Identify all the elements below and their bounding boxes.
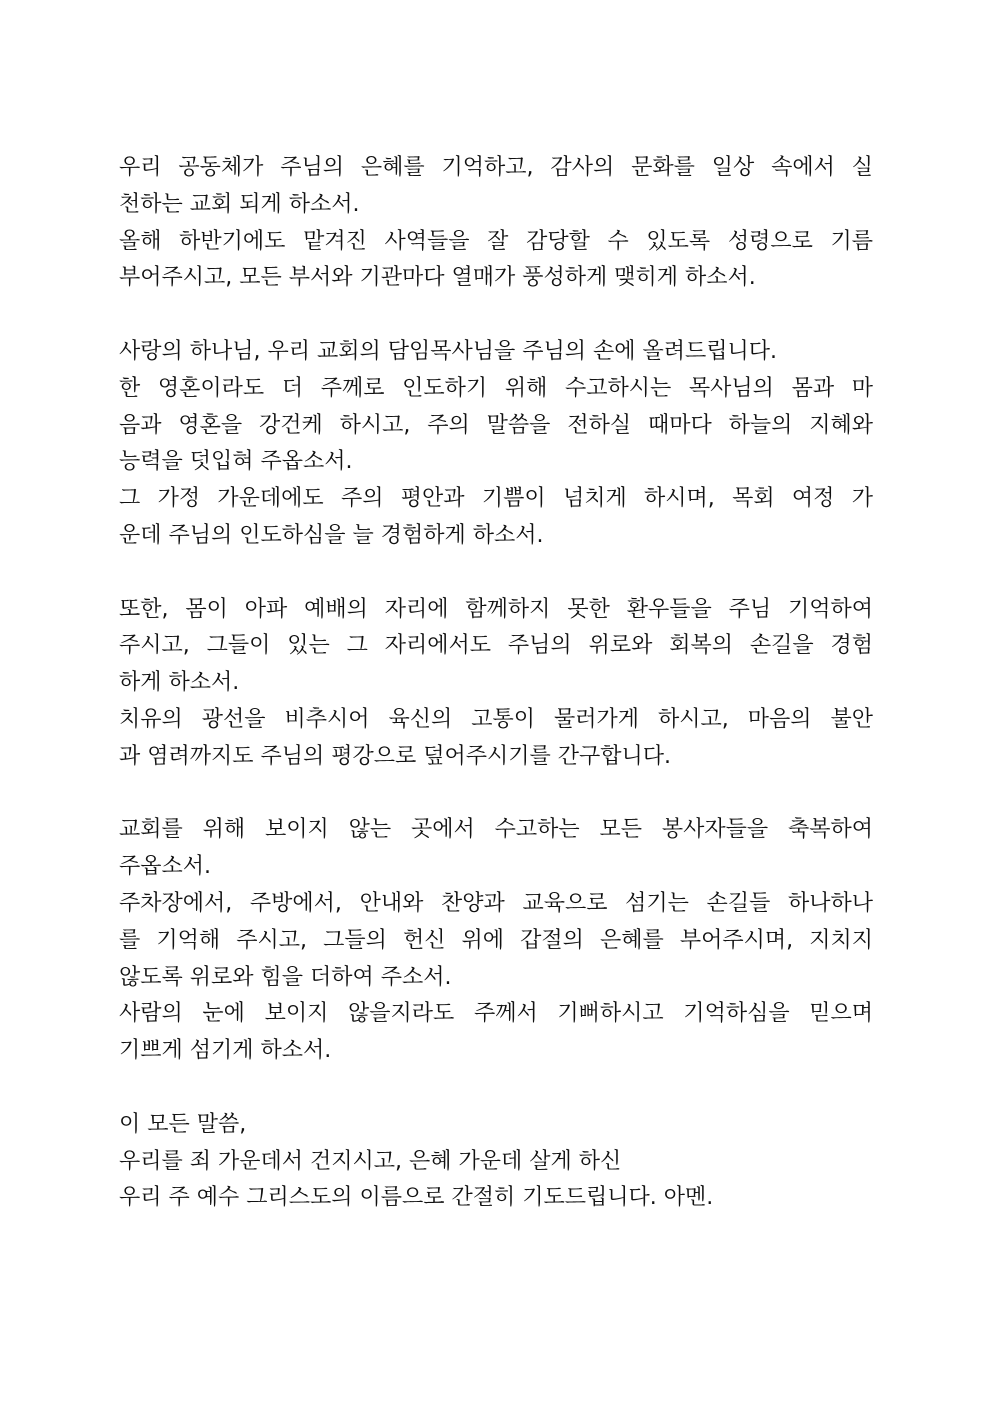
paragraph-community	[119, 150, 873, 297]
paragraph-spacer	[119, 555, 873, 592]
paragraph-spacer	[119, 297, 873, 334]
text-line: 부어주시고, 모든 부서와 기관마다 열매가 풍성하게 맺히게 하소서.	[119, 265, 756, 291]
text-line: 를 기억해 주시고, 그들의 헌신 위에 갑절의 은혜를 부어주시며, 지치지	[119, 927, 873, 953]
text-line: 또한, 몸이 아파 예배의 자리에 함께하지 못한 환우들을 주님 기억하여	[119, 596, 873, 622]
paragraph-patients	[119, 592, 873, 776]
text-line: 우리를 죄 가운데서 건지시고, 은혜 가운데 살게 하신	[119, 1148, 622, 1174]
text-line: 음과 영혼을 강건케 하시고, 주의 말씀을 전하실 때마다 하늘의 지혜와	[119, 412, 873, 438]
paragraph-spacer	[119, 1070, 873, 1107]
prayer-text-body	[119, 150, 873, 1217]
paragraph-spacer	[119, 776, 873, 813]
text-line: 운데 주님의 인도하심을 늘 경험하게 하소서.	[119, 522, 544, 548]
text-line: 그 가정 가운데에도 주의 평안과 기쁨이 넘치게 하시며, 목회 여정 가	[119, 486, 873, 512]
text-line: 않도록 위로와 힘을 더하여 주소서.	[119, 964, 452, 990]
text-line: 주차장에서, 주방에서, 안내와 찬양과 교육으로 섬기는 손길들 하나하나	[119, 890, 873, 916]
text-line: 기쁘게 섬기게 하소서.	[119, 1038, 332, 1064]
text-line: 능력을 덧입혀 주옵소서.	[119, 449, 353, 475]
text-line: 천하는 교회 되게 하소서.	[119, 191, 360, 217]
text-line: 사랑의 하나님, 우리 교회의 담임목사님을 주님의 손에 올려드립니다.	[119, 338, 777, 364]
text-line: 사람의 눈에 보이지 않을지라도 주께서 기뻐하시고 기억하심을 믿으며	[119, 1001, 873, 1027]
text-line: 우리 공동체가 주님의 은혜를 기억하고, 감사의 문화를 일상 속에서 실	[119, 155, 873, 180]
paragraph-closing	[119, 1107, 873, 1217]
text-line: 교회를 위해 보이지 않는 곳에서 수고하는 모든 봉사자들을 축복하여	[119, 817, 873, 843]
paragraph-pastor	[119, 334, 873, 555]
paragraph-volunteers	[119, 812, 873, 1070]
text-line: 치유의 광선을 비추시어 육신의 고통이 물러가게 하시고, 마음의 불안	[119, 706, 873, 732]
text-line: 우리 주 예수 그리스도의 이름으로 간절히 기도드립니다. 아멘.	[119, 1185, 714, 1211]
text-line: 한 영혼이라도 더 주께로 인도하기 위해 수고하시는 목사님의 몸과 마	[119, 375, 873, 401]
text-line: 과 염려까지도 주님의 평강으로 덮어주시기를 간구합니다.	[119, 743, 672, 769]
text-line: 하게 하소서.	[119, 670, 240, 696]
text-line: 주옵소서.	[119, 854, 212, 880]
text-line: 올해 하반기에도 맡겨진 사역들을 잘 감당할 수 있도록 성령으로 기름	[119, 228, 873, 254]
text-line: 이 모든 말씀,	[119, 1111, 247, 1137]
text-line: 주시고, 그들이 있는 그 자리에서도 주님의 위로와 회복의 손길을 경험	[119, 633, 873, 659]
